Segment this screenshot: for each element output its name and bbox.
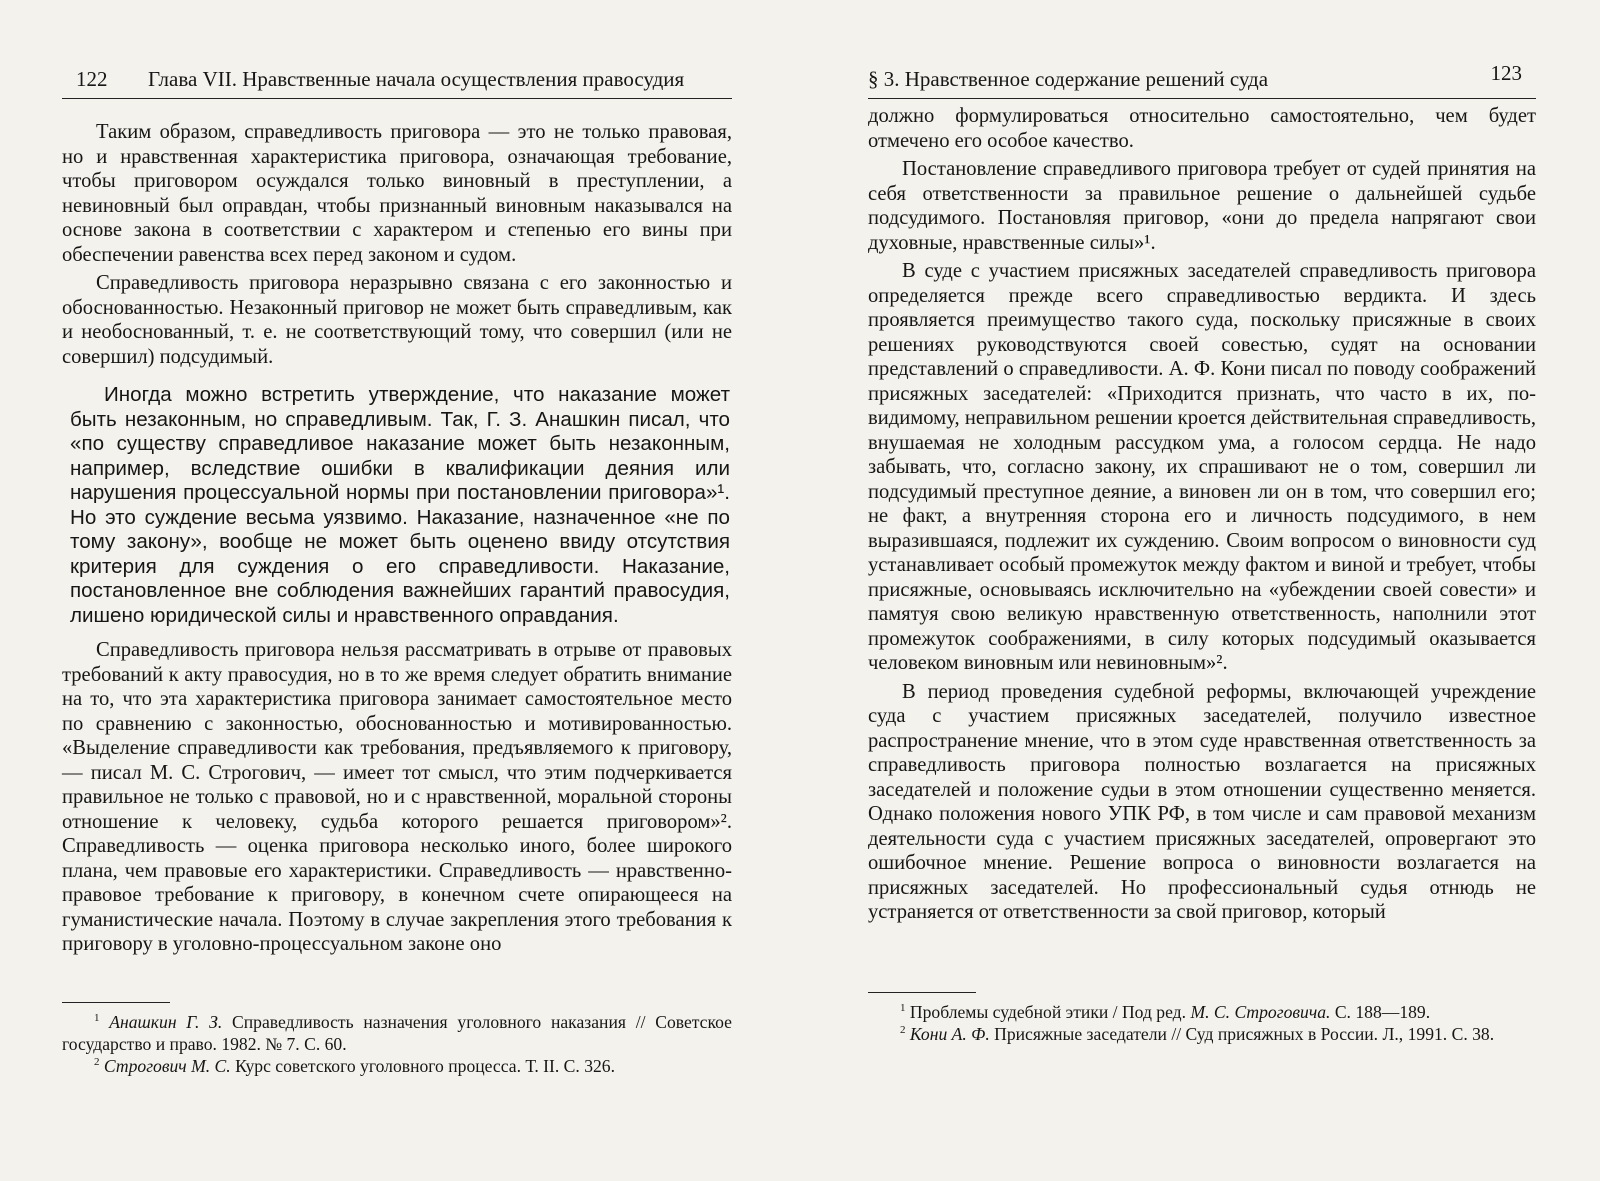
right-footnote-1: $^1$ Проблемы судебной этики / Под ред. М. С. Строговича. С. 188—189. [900, 1002, 1431, 1022]
right-paragraph-2: Постановление справедливого приговора требует от судей принятия на себя ответственности за правильное решение о дальнейшей судьбе подсудимого. Постановляя приговор, «они до предела напрягают свои духовные, нравственные силы»¹. [868, 158, 1536, 254]
right-page-number: 123 [1490, 61, 1522, 85]
left-footnotes [62, 1002, 732, 1077]
right-header-title: § 3. Нравственное содержание решений суда [868, 67, 1269, 91]
right-footnotes [868, 992, 1536, 1045]
left-paragraph-1: Таким образом, справедливость приговора — это не только правовая, но и нравственная характеристика приговора, означающая требование, чтобы приговором осуждался только виновный в преступлении, а невиновный был оправдан, чтобы признанный виновным наказывался на основе закона в соответствии с характером и степенью его вины при обеспечении равенства всех перед законом и судом. [62, 121, 732, 266]
right-footnote-1-author: М. С. Строговича. [1190, 1002, 1331, 1022]
left-page [62, 0, 732, 1181]
right-paragraph-1: должно формулироваться относительно самостоятельно, чем будет отмечено его особое качество. [868, 105, 1536, 152]
left-footnote-1: $^1$ Анашкин Г. З. Справедливость назначения уголовного наказания // Советское государство и право. 1982. № 7. С. 60. [62, 1012, 732, 1054]
right-running-header [868, 62, 1536, 99]
left-footnote-2-author: Строгович М. С. [103, 1056, 231, 1076]
left-running-header [62, 62, 732, 99]
left-small-print: Иногда можно встретить утверждение, что наказание может быть незаконным, но справедливым. Так, Г. З. Анашкин писал, что «по существу справедливое наказание может быть незаконным, например, вследствие ошибки в квалификации деяния или нарушения процессуальной нормы при постановлении приговора»¹. Но это суждение весьма уязвимо. Наказание, назначенное «не по тому закону», вообще не может быть оценено ввиду отсутствия критерия для суждения о его справедливости. Наказание, постановленное вне соблюдения важнейших гарантий правосудия, лишено юридической силы и нравственного оправдания. [70, 383, 730, 627]
left-footnote-1-text: Справедливость назначения уголовного наказания // Советское государство и право. 1982. № 7. С. 60. [62, 1012, 732, 1054]
left-footnote-rule [62, 1002, 170, 1003]
left-page-number: 122 [76, 67, 108, 91]
left-footnote-2-text: Курс советского уголовного процесса. Т. II. С. 326. [235, 1056, 615, 1076]
left-footnote-2: $^2$ Строгович М. С. Курс советского уголовного процесса. Т. II. С. 326. [94, 1056, 615, 1076]
right-footnote-2-text: Присяжные заседатели // Суд присяжных в России. Л., 1991. С. 38. [994, 1024, 1495, 1044]
right-footnote-2: $^2$ Кони А. Ф. Присяжные заседатели // Суд присяжных в России. Л., 1991. С. 38. [900, 1024, 1495, 1044]
right-footnote-1-text: С. 188—189. [1334, 1002, 1431, 1022]
right-paragraph-3: В суде с участием присяжных заседателей справедливость приговора определяется прежде всего справедливостью вердикта. И здесь проявляется преимущество такого суда, поскольку присяжные в своих решениях руководствуются своей совестью, судят на основании представлений о справедливости. А. Ф. Кони писал по поводу соображений присяжных заседателей: «Приходится признать, что часто в их, по-видимому, неправильном решении кроется действительная справедливость, внушаемая не холодным рассудком ума, а голосом сердца. Не надо забывать, что, согласно закону, их спрашивают не о том, совершил ли подсудимый преступное деяние, а виновен ли он в том, что совершил его; не факт, а внутренняя сторона его и личность подсудимого, в нем выразившаяся, подлежит их суждению. Своим вопросом о виновности суд устанавливает особый промежуток между фактом и виной и требует, чтобы присяжные, основываясь исключительно на «убеждении своей совести» и памятуя свою великую нравственную ответственность, наполнили этот промежуток соображениями, в силу которых подсудимый оказывается человеком виновным или невиновным»². [868, 260, 1536, 674]
right-footnote-1-prefix: Проблемы судебной этики / Под ред. [909, 1002, 1187, 1022]
left-footnote-1-author: Анашкин Г. З. [109, 1012, 223, 1032]
right-paragraph-4: В период проведения судебной реформы, включающей учреждение суда с участием присяжных заседателей, получило известное распространение мнение, что в этом суде нравственная ответственность за справедливость приговора полностью возлагается на присяжных заседателей и положение судьи в этом отношении существенно меняется. Однако положения нового УПК РФ, в том числе и сам правовой механизм деятельности суда с участием присяжных заседателей, опровергают это ошибочное мнение. Решение вопроса о виновности возлагается на присяжных заседателей. Но профессиональный судья отнюдь не устраняется от ответственности за свой приговор, который [868, 680, 1536, 923]
left-paragraph-3: Справедливость приговора нельзя рассматривать в отрыве от правовых требований к акту правосудия, но в то же время следует обратить внимание на то, что эта характеристика приговора занимает самостоятельное место по сравнению с законностью, обоснованностью и мотивированностью. «Выделение справедливости как требования, предъявляемого к приговору, — писал М. С. Строгович, — имеет тот смысл, что этим подчеркивается правильное не только с правовой, но и с нравственной, моральной стороны отношение к человеку, судьба которого решается приговором»². Справедливость — оценка приговора несколько иного, более широкого плана, чем правовые его характеристики. Справедливость — нравственно-правовое требование к приговору, в конечном счете опирающееся на гуманистические начала. Поэтому в случае закрепления этого требования к приговору в уголовно-процессуальном законе оно [62, 639, 732, 955]
right-footnote-rule [868, 992, 976, 993]
left-body [62, 120, 732, 957]
right-footnote-2-author: Кони А. Ф. [909, 1024, 990, 1044]
right-page [868, 0, 1536, 1181]
left-paragraph-2: Справедливость приговора неразрывно связана с его законностью и обоснованностью. Незаконный приговор не может быть справедливым, как и необоснованный, т. е. не соответствующий тому, что совершил (или не совершил) подсудимый. [62, 272, 732, 368]
right-body [868, 104, 1536, 925]
left-header-title: Глава VII. Нравственные начала осуществления правосудия [148, 67, 685, 91]
